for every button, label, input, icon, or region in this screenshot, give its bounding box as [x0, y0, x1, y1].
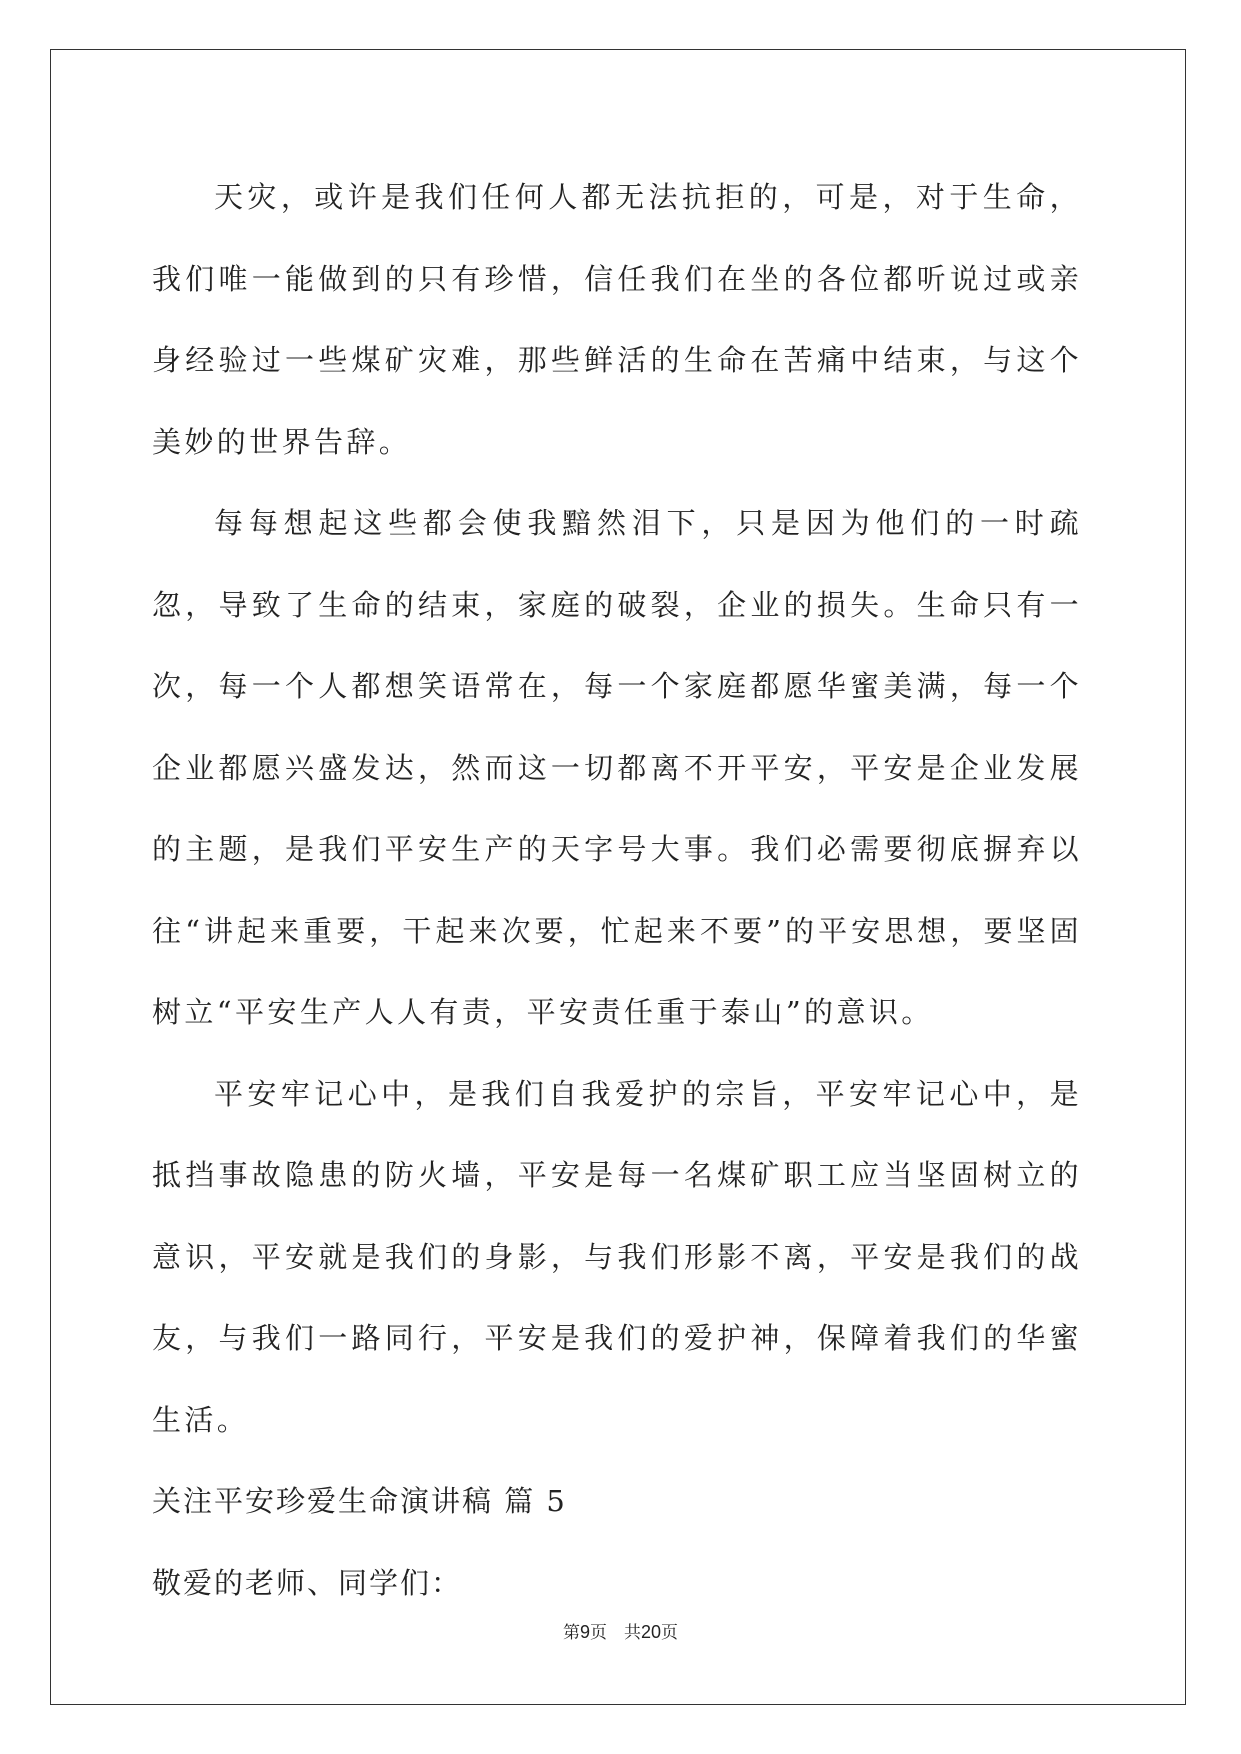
paragraph-1: 天灾，或许是我们任何人都无法抗拒的，可是，对于生命，我们唯一能做到的只有珍惜，信任我们在坐的各位都听说过或亲身经验过一些煤矿灾难，那些鲜活的生命在苦痛中结束，与这个美妙的世界告辞。 — [152, 180, 1082, 459]
salutation: 敬爱的老师、同学们： — [152, 1565, 463, 1600]
footer-middle: 页 共 — [589, 1623, 641, 1643]
paragraph-3: 平安牢记心中，是我们自我爱护的宗旨，平安牢记心中，是抵挡事故隐患的防火墙，平安是每一名煤矿职工应当坚固树立的意识，平安就是我们的身影，与我们形影不离，平安是我们的战友，与我们一路同行，平安是我们的爱护神，保障着我们的华蜜生活。 — [152, 1076, 1082, 1437]
document-body — [152, 157, 1082, 1624]
page-total: 20 — [640, 1622, 662, 1642]
paragraph-2: 每每想起这些都会使我黯然泪下，只是因为他们的一时疏忽，导致了生命的结束，家庭的破裂，企业的损失。生命只有一次，每一个人都想笑语常在，每一个家庭都愿华蜜美满，每一个企业都愿兴盛发达，然而这一切都离不开平安，平安是企业发展的主题，是我们平安生产的天字号大事。我们必需要彻底摒弃以往“讲起来重要，干起来次要，忙起来不要”的平安思想，要坚固树立“平安生产人人有责，平安责任重于泰山”的意识。 — [152, 506, 1082, 1029]
page-footer — [0, 1618, 1241, 1643]
page-number: 9 — [579, 1622, 590, 1642]
footer-suffix: 页 — [661, 1623, 679, 1643]
section-title: 关注平安珍爱生命演讲稿 篇 5 — [152, 1484, 567, 1518]
footer-prefix: 第 — [562, 1623, 580, 1643]
